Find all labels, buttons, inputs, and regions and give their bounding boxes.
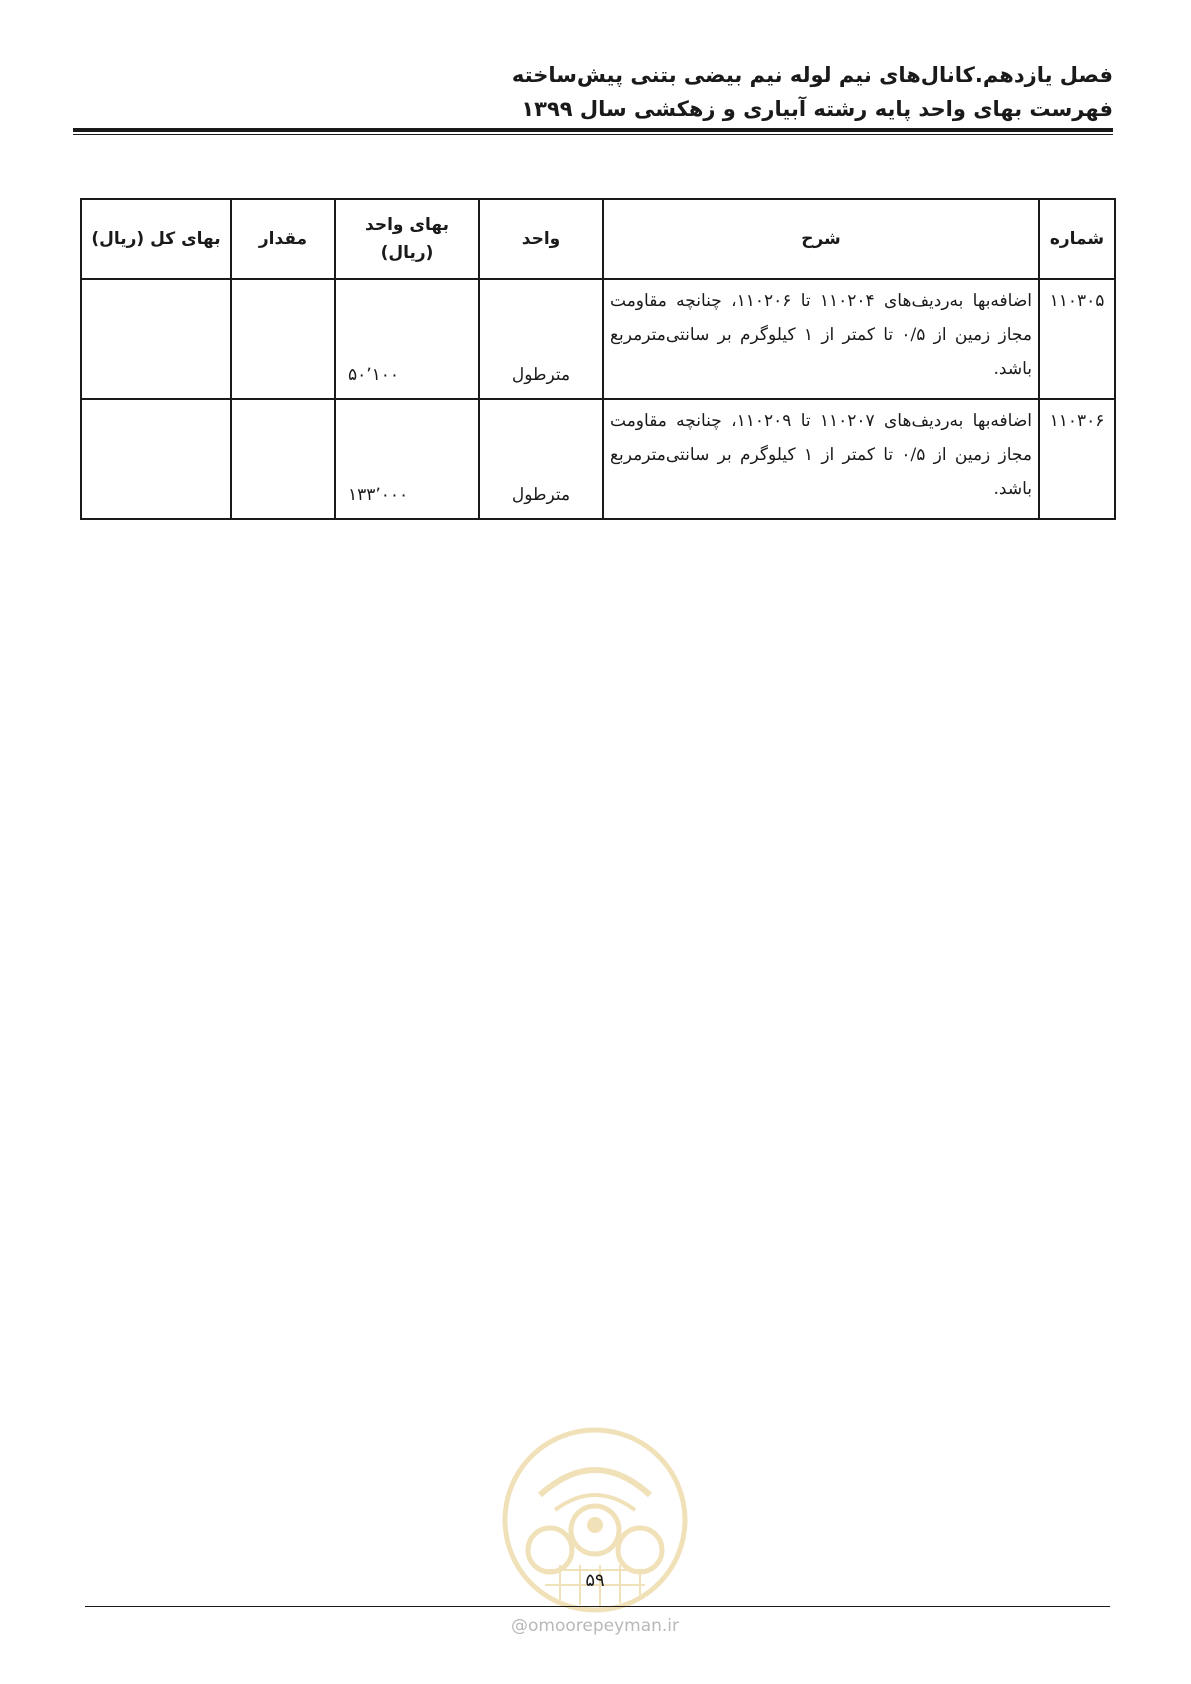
list-title: فهرست بهای واحد پایه رشته آبیاری و زهکشی سال ۱۳۹۹ xyxy=(521,97,1113,121)
header-rule-thin xyxy=(73,134,1113,135)
header-unit-price-label: بهای واحد xyxy=(365,215,449,235)
table-row xyxy=(81,399,1115,519)
row-quantity xyxy=(231,279,335,399)
row-description: اضافه‌بها به‌ردیف‌های ۱۱۰۲۰۴ تا ۱۱۰۲۰۶، چنانچه مقاومت مجاز زمین از ۰/۵ تا کمتر از ۱ کیلوگرم بر سانتی‌مترمربع باشد. xyxy=(603,279,1039,399)
price-table xyxy=(80,198,1116,520)
header-unit-price xyxy=(335,199,479,279)
header-unit-price-currency: (ریال) xyxy=(380,243,434,263)
header-description: شرح xyxy=(603,199,1039,279)
row-number: ۱۱۰۳۰۶ xyxy=(1039,399,1115,519)
header-rule xyxy=(73,128,1113,132)
page-header xyxy=(73,58,1113,126)
row-total-price xyxy=(81,399,231,519)
row-unit-price: ۵۰٬۱۰۰ xyxy=(335,279,479,399)
header-quantity: مقدار xyxy=(231,199,335,279)
row-number: ۱۱۰۳۰۵ xyxy=(1039,279,1115,399)
row-quantity xyxy=(231,399,335,519)
row-unit: مترطول xyxy=(479,279,603,399)
watermark-url: @omoorepeyman.ir xyxy=(510,1616,680,1636)
footer-rule xyxy=(85,1606,1110,1607)
header-total-price: بهای کل (ریال) xyxy=(81,199,231,279)
row-total-price xyxy=(81,279,231,399)
header-number: شماره xyxy=(1039,199,1115,279)
chapter-title: فصل یازدهم.کانال‌های نیم لوله نیم بیضی بتنی پیش‌ساخته xyxy=(511,63,1113,87)
table-row xyxy=(81,279,1115,399)
table-header-row xyxy=(81,199,1115,279)
row-description: اضافه‌بها به‌ردیف‌های ۱۱۰۲۰۷ تا ۱۱۰۲۰۹، چنانچه مقاومت مجاز زمین از ۰/۵ تا کمتر از ۱ کیلوگرم بر سانتی‌مترمربع باشد. xyxy=(603,399,1039,519)
row-unit: مترطول xyxy=(479,399,603,519)
page-number: ۵۹ xyxy=(585,1570,605,1591)
header-unit: واحد xyxy=(479,199,603,279)
row-unit-price: ۱۳۳٬۰۰۰ xyxy=(335,399,479,519)
